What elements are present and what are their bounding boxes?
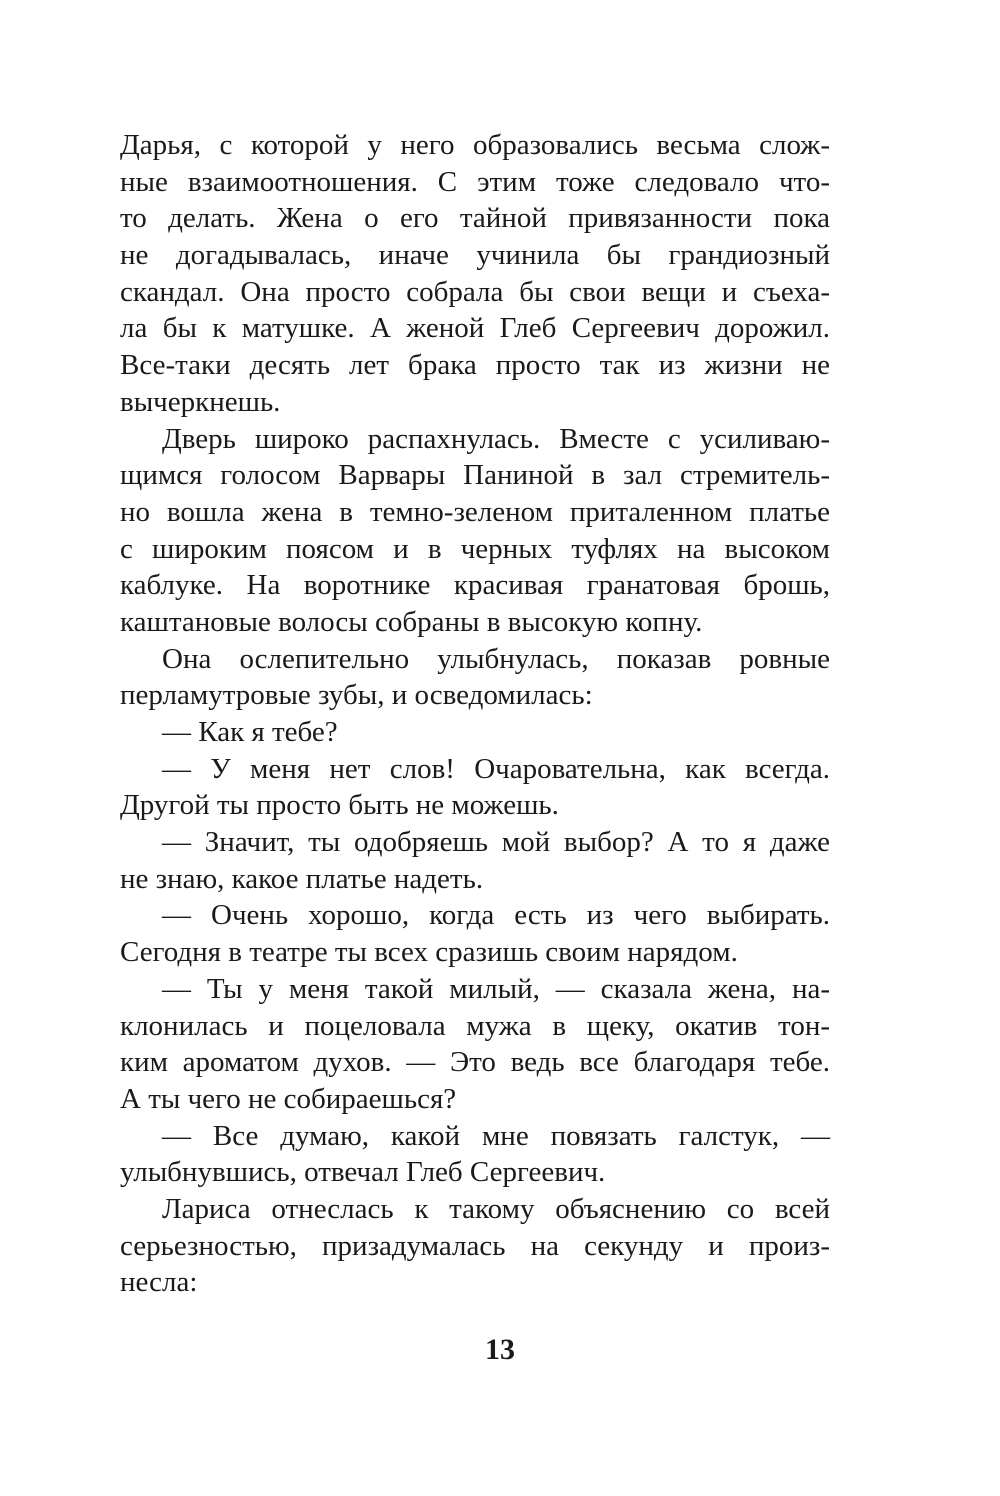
text-line: Лариса отнеслась к такому объяснению со всей [162,1192,830,1225]
paragraph [120,421,830,641]
paragraph [120,1118,830,1191]
paragraph [120,127,830,421]
text-line: каштановые волосы собраны в высокую копну. [120,605,703,638]
text-line: серьезностью, призадумалась на секунду и произ- [120,1229,830,1262]
text-line: скандал. Она просто собрала бы свои вещи и съеха- [120,275,830,308]
text-line: Она ослепительно улыбнулась, показав ровные [162,642,830,675]
paragraph [120,824,830,897]
text-line: не знаю, какое платье надеть. [120,862,484,895]
text-line: но вошла жена в темно-зеленом приталенном платье [120,495,830,528]
text-line: Дверь широко распахнулась. Вместе с усиливаю- [162,422,830,455]
text-line: Все-таки десять лет брака просто так из жизни не [120,349,830,382]
text-line: Дарья, с которой у него образовались весьма слож- [120,129,830,161]
page-number: 13 [485,1333,515,1366]
text-line: то делать. Жена о его тайной привязанности пока [120,202,830,235]
text-line: Другой ты просто быть не можешь. [120,789,559,822]
paragraph [120,641,830,714]
text-line: ные взаимоотношения. С этим тоже следовало что- [120,165,830,198]
text-line: с широким поясом и в черных туфлях на высоком [120,532,830,565]
text-line: — Значит, ты одобряешь мой выбор? А то я даже [162,826,830,859]
paragraph [120,971,830,1118]
text-line: А ты чего не собираешься? [120,1082,457,1115]
text-line: — У меня нет слов! Очаровательна, как всегда. [162,752,830,785]
paragraph [120,897,830,970]
text-line: — Ты у меня такой милый, — сказала жена, на- [162,972,830,1005]
text-line: — Как я тебе? [162,716,338,748]
paragraph [120,714,830,751]
text-line: ла бы к матушке. А женой Глеб Сергеевич дорожил. [120,312,830,345]
page-text [120,127,830,1301]
paragraph [120,751,830,824]
text-line: щимся голосом Варвары Паниной в зал стремитель- [120,459,830,492]
text-line: Сегодня в театре ты всех сразишь своим нарядом. [120,936,738,969]
text-line: вычеркнешь. [120,385,281,418]
text-line: не догадывалась, иначе учинила бы грандиозный [120,239,830,272]
text-line: перламутровые зубы, и осведомилась: [120,679,593,712]
text-line: несла: [120,1266,198,1299]
paragraph [120,1191,830,1301]
text-line: клонилась и поцеловала мужа в щеку, окатив тон- [120,1009,830,1042]
text-line: ким ароматом духов. — Это ведь все благодаря тебе. [120,1046,830,1079]
text-line: — Очень хорошо, когда есть из чего выбирать. [162,899,830,932]
text-line: каблуке. На воротнике красивая гранатовая брошь, [120,569,830,602]
text-line: улыбнувшись, отвечал Глеб Сергеевич. [120,1156,606,1189]
text-line: — Все думаю, какой мне повязать галстук, — [162,1119,830,1152]
